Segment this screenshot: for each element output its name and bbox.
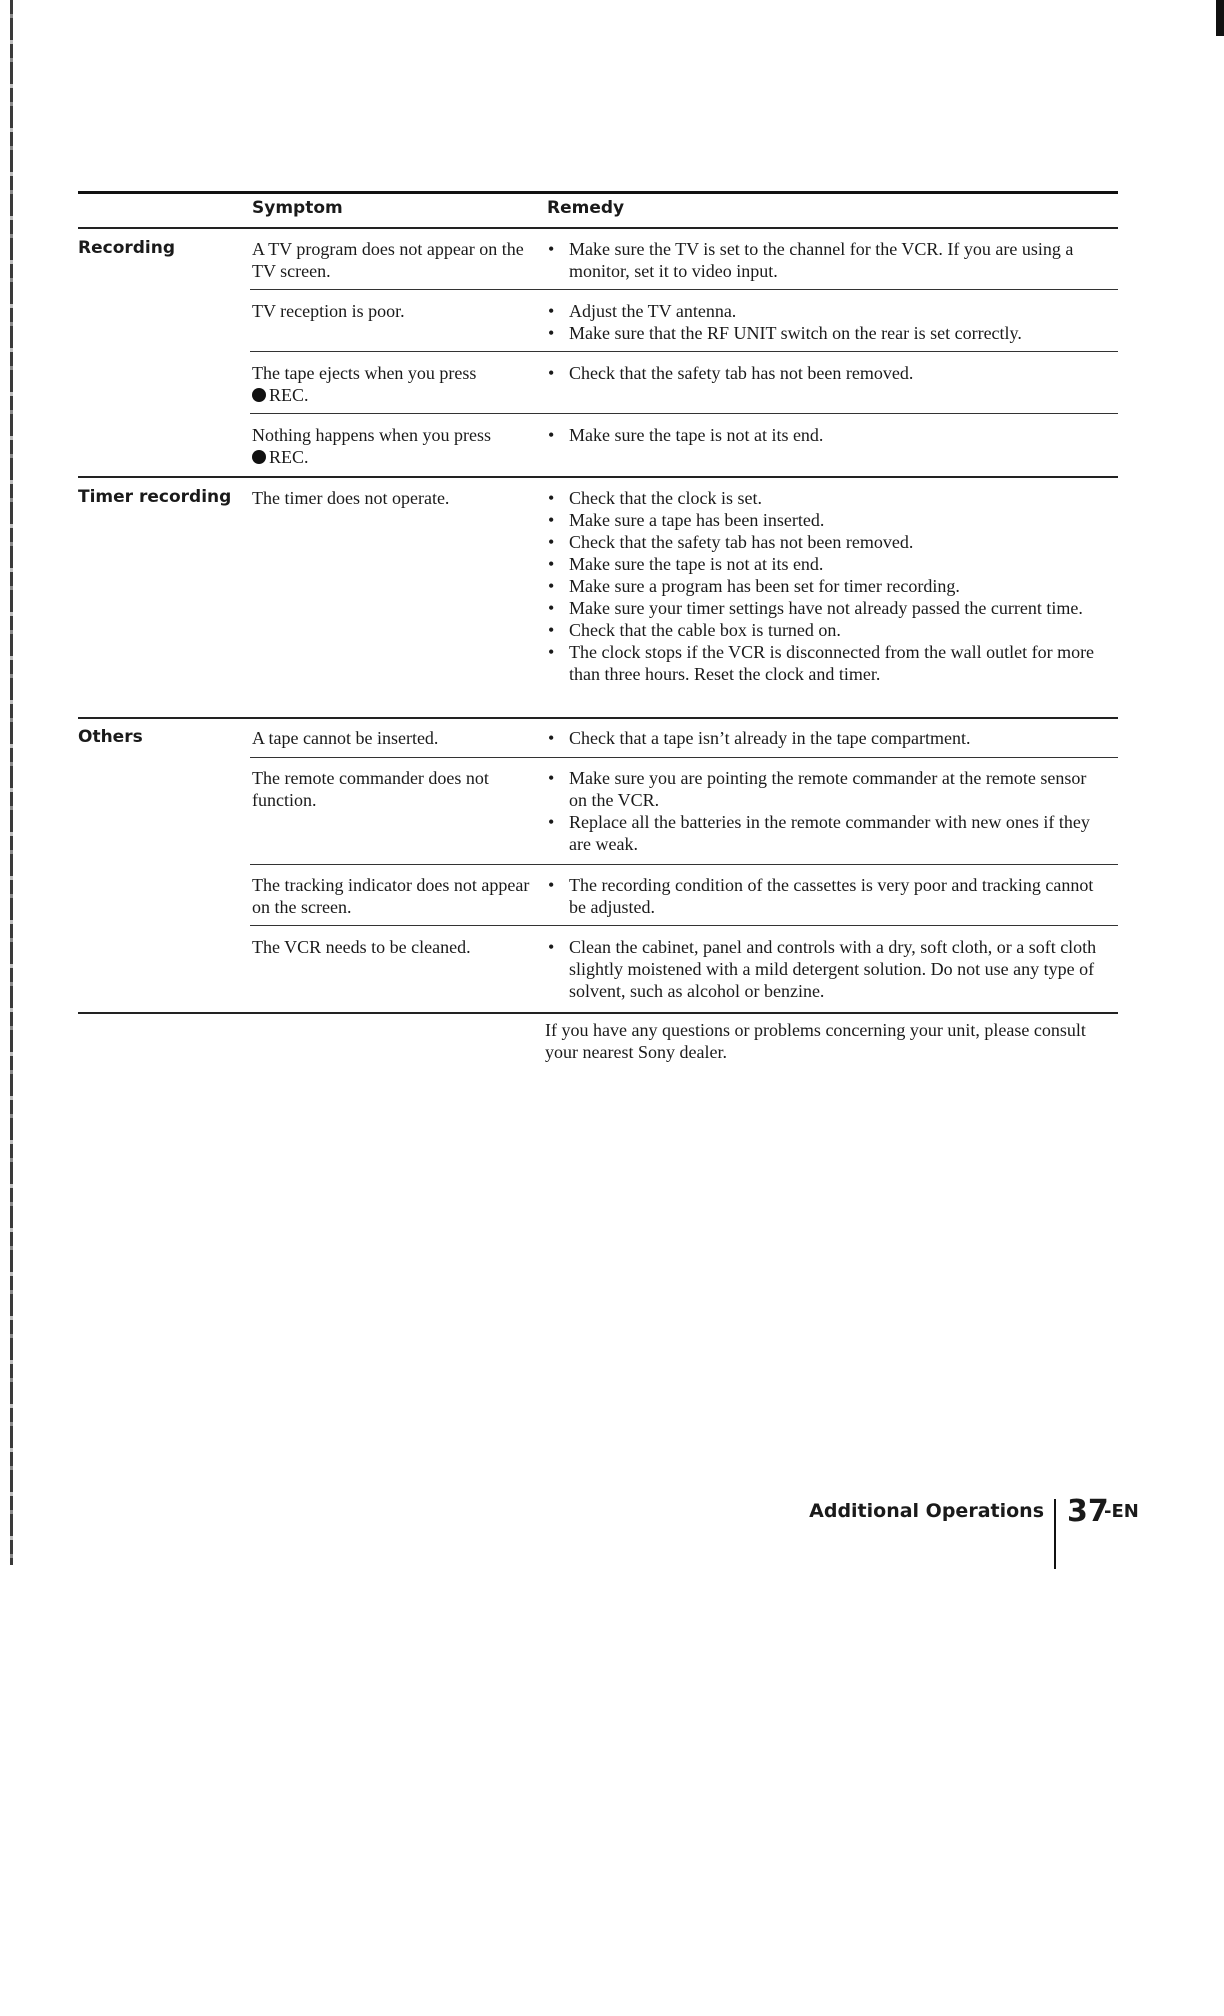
remedy-item: • Adjust the TV antenna. <box>548 300 1108 322</box>
remedy-item: • Make sure that the RF UNIT switch on the rear is set correctly. <box>548 322 1108 344</box>
symptom-nothing-happens <box>252 424 532 468</box>
remedy-item: • Check that the safety tab has not been removed. <box>548 531 1108 553</box>
page-language-suffix: -EN <box>1104 1501 1139 1522</box>
symptom-remote-not-function: The remote commander does not function. <box>252 768 489 810</box>
symptom-timer-not-operate: The timer does not operate. <box>252 488 450 508</box>
page-number: 37 <box>1067 1494 1109 1529</box>
row-rule <box>250 757 1118 758</box>
remedy-item: • Make sure the TV is set to the channel for the VCR. If you are using a monitor, set it to video input. <box>548 238 1108 282</box>
section-label-recording: Recording <box>78 238 176 258</box>
footer-section-title: Additional Operations <box>809 1500 1044 1522</box>
remedy-item: • Clean the cabinet, panel and controls with a dry, soft cloth, or a soft cloth slightly moistened with a mild detergent solution. Do not use any type of solvent, such as alcohol or benzine. <box>548 936 1108 1002</box>
remedy-list-nothing-happens <box>548 424 1108 446</box>
remedy-list-cleaning <box>548 936 1108 1002</box>
remedy-list-timer <box>548 487 1108 685</box>
section-rule-timer-recording <box>78 476 1118 478</box>
symptom-line: The tape ejects when you press <box>252 363 477 383</box>
rec-label: REC. <box>269 385 309 405</box>
symptom-line: Nothing happens when you press <box>252 425 491 445</box>
remedy-item: • Check that a tape isn’t already in the tape compartment. <box>548 727 1108 749</box>
symptom-tracking-indicator: The tracking indicator does not appear on the screen. <box>252 875 530 917</box>
remedy-list-tracking <box>548 874 1108 918</box>
remedy-item: • Make sure a tape has been inserted. <box>548 509 1108 531</box>
footer-divider <box>1054 1499 1056 1569</box>
table-top-rule <box>78 191 1118 194</box>
remedy-list-tape-insert <box>548 727 1108 749</box>
remedy-item: • Make sure the tape is not at its end. <box>548 553 1108 575</box>
remedy-list-remote <box>548 767 1108 855</box>
remedy-item: • Make sure the tape is not at its end. <box>548 424 1108 446</box>
symptom-tv-reception-poor: TV reception is poor. <box>252 301 405 321</box>
row-rule <box>250 351 1118 352</box>
rec-label: REC. <box>269 447 309 467</box>
remedy-item: • Make sure a program has been set for timer recording. <box>548 575 1108 597</box>
symptom-tv-program-not-appear: A TV program does not appear on the TV screen. <box>252 239 524 281</box>
section-rule-others <box>78 717 1118 719</box>
symptom-vcr-cleaning: The VCR needs to be cleaned. <box>252 937 471 957</box>
remedy-item: • Replace all the batteries in the remote commander with new ones if they are weak. <box>548 811 1108 855</box>
symptom-tape-cannot-insert: A tape cannot be inserted. <box>252 728 439 748</box>
symptom-line-rec <box>252 446 532 468</box>
column-header-symptom: Symptom <box>252 198 343 218</box>
table-bottom-rule <box>78 1012 1118 1014</box>
scan-edge-mark <box>10 0 13 1565</box>
remedy-item: • Check that the safety tab has not been removed. <box>548 362 1108 384</box>
record-dot-icon <box>252 388 266 402</box>
remedy-list-tv-program <box>548 238 1108 282</box>
column-header-remedy: Remedy <box>547 198 625 218</box>
remedy-item: • The recording condition of the cassettes is very poor and tracking cannot be adjusted. <box>548 874 1108 918</box>
remedy-list-tape-ejects <box>548 362 1108 384</box>
remedy-item: • Check that the clock is set. <box>548 487 1108 509</box>
scan-corner-mark <box>1216 0 1224 36</box>
remedy-item: • Make sure your timer settings have not already passed the current time. <box>548 597 1108 619</box>
section-rule-recording <box>78 227 1118 229</box>
row-rule <box>250 925 1118 926</box>
section-label-timer-recording: Timer recording <box>78 487 232 507</box>
row-rule <box>250 864 1118 865</box>
dealer-note: If you have any questions or problems concerning your unit, please consult your nearest Sony dealer. <box>545 1020 1086 1062</box>
symptom-tape-ejects <box>252 362 532 406</box>
section-label-others: Others <box>78 727 143 747</box>
remedy-item: • The clock stops if the VCR is disconnected from the wall outlet for more than three hours. Reset the clock and timer. <box>548 641 1108 685</box>
remedy-item: • Make sure you are pointing the remote commander at the remote sensor on the VCR. <box>548 767 1108 811</box>
remedy-item: • Check that the cable box is turned on. <box>548 619 1108 641</box>
record-dot-icon <box>252 450 266 464</box>
row-rule <box>250 413 1118 414</box>
row-rule <box>250 289 1118 290</box>
symptom-line-rec <box>252 384 532 406</box>
remedy-list-tv-reception <box>548 300 1108 344</box>
